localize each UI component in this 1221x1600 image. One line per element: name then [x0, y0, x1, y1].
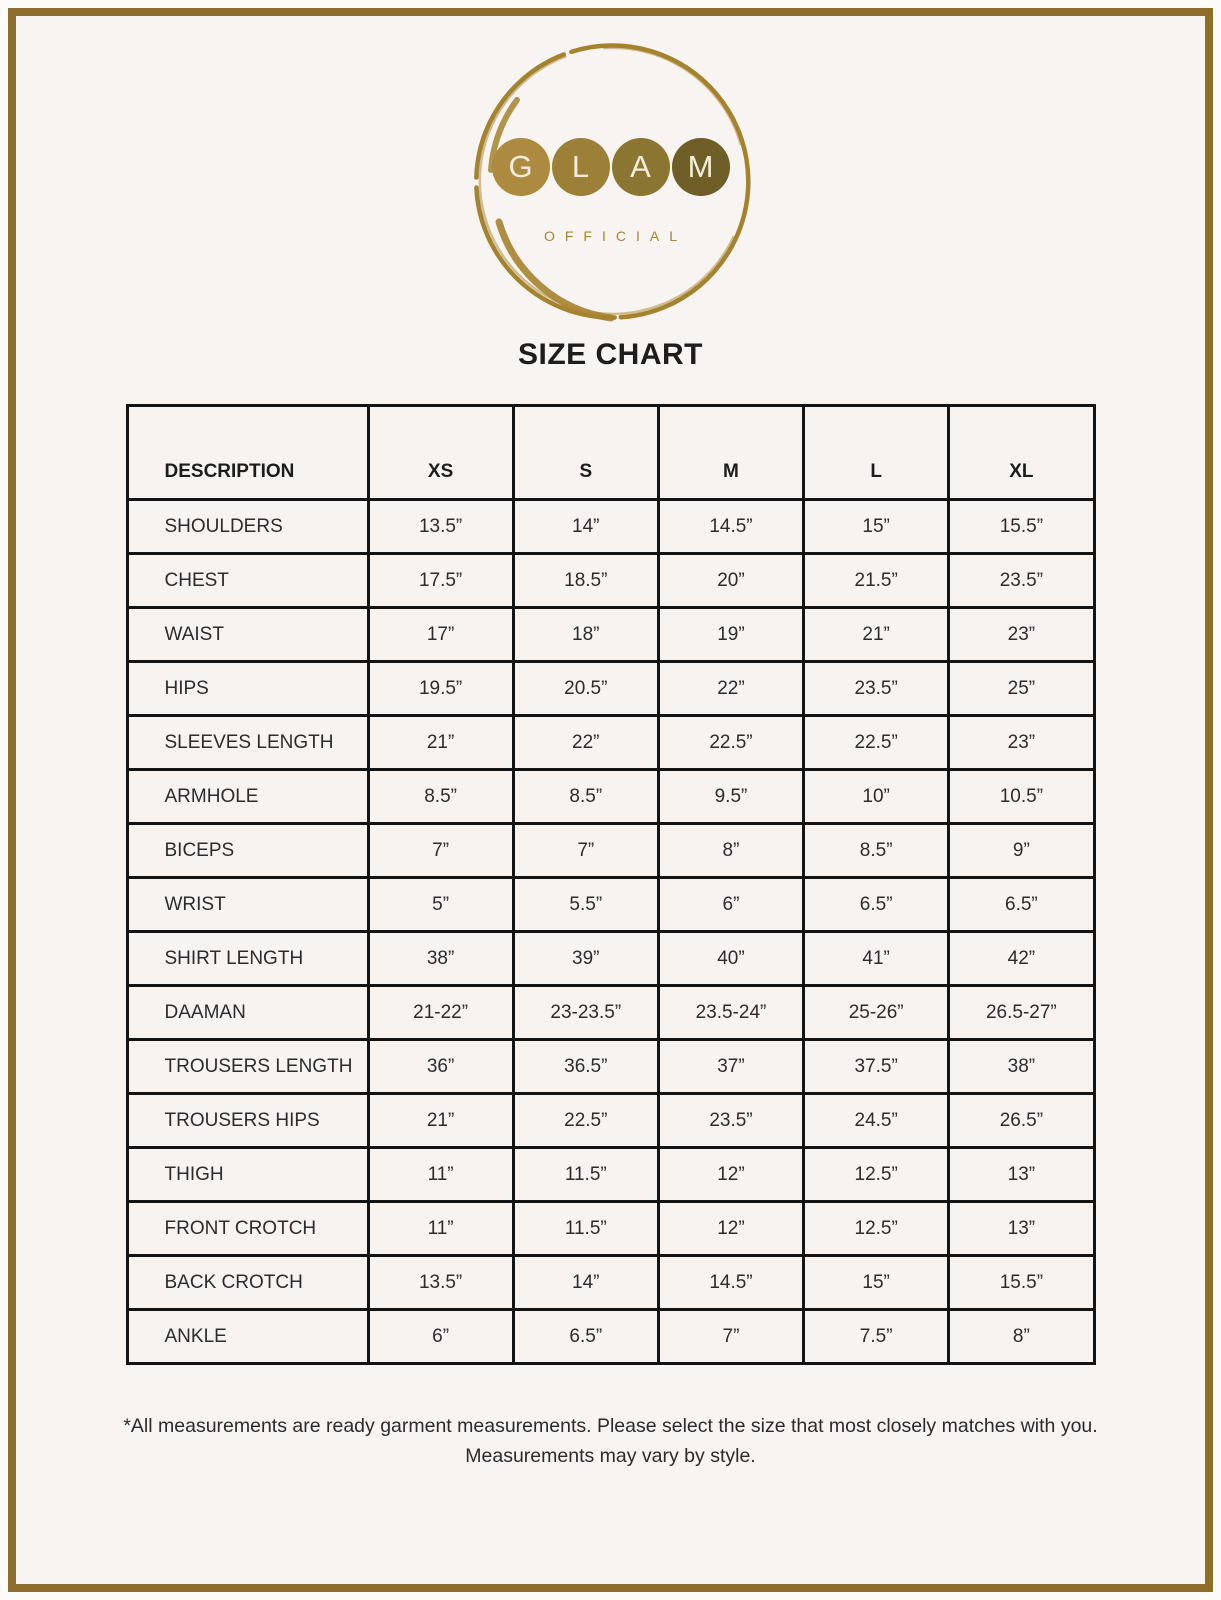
measurement-cell: 6”: [658, 878, 803, 932]
measurement-cell: 8.5”: [513, 770, 658, 824]
size-chart-table: [126, 404, 1096, 1365]
measurement-cell: 41”: [804, 932, 949, 986]
measurement-cell: 20”: [658, 554, 803, 608]
measurement-cell: 21”: [804, 608, 949, 662]
measurement-cell: 7”: [658, 1310, 803, 1364]
measurement-cell: 23.5”: [804, 662, 949, 716]
row-label: FRONT CROTCH: [127, 1202, 368, 1256]
measurement-cell: 20.5”: [513, 662, 658, 716]
row-label: WAIST: [127, 608, 368, 662]
measurement-cell: 23”: [949, 716, 1094, 770]
table-row: [127, 1310, 1094, 1364]
measurement-cell: 14”: [513, 1256, 658, 1310]
table-row: [127, 1094, 1094, 1148]
measurement-cell: 21-22”: [368, 986, 513, 1040]
measurement-cell: 22”: [513, 716, 658, 770]
column-header-xl: XL: [949, 406, 1094, 500]
row-label: THIGH: [127, 1148, 368, 1202]
measurement-cell: 18”: [513, 608, 658, 662]
measurement-cell: 36.5”: [513, 1040, 658, 1094]
column-header-m: M: [658, 406, 803, 500]
logo-letter-circle: L: [552, 138, 610, 196]
table-row: [127, 986, 1094, 1040]
measurement-cell: 21”: [368, 1094, 513, 1148]
measurement-cell: 24.5”: [804, 1094, 949, 1148]
logo-letter-circle: M: [672, 138, 730, 196]
measurement-cell: 36”: [368, 1040, 513, 1094]
measurement-cell: 7”: [513, 824, 658, 878]
table-row: [127, 500, 1094, 554]
measurement-cell: 22.5”: [513, 1094, 658, 1148]
measurement-cell: 9.5”: [658, 770, 803, 824]
row-label: ANKLE: [127, 1310, 368, 1364]
measurement-cell: 10”: [804, 770, 949, 824]
measurement-cell: 21.5”: [804, 554, 949, 608]
measurement-cell: 13”: [949, 1148, 1094, 1202]
row-label: BICEPS: [127, 824, 368, 878]
measurement-cell: 23-23.5”: [513, 986, 658, 1040]
measurement-cell: 6.5”: [804, 878, 949, 932]
row-label: DAAMAN: [127, 986, 368, 1040]
measurement-cell: 25”: [949, 662, 1094, 716]
measurement-cell: 11”: [368, 1148, 513, 1202]
row-label: WRIST: [127, 878, 368, 932]
measurement-cell: 22.5”: [658, 716, 803, 770]
measurement-cell: 14”: [513, 500, 658, 554]
logo-letter-circle: G: [492, 138, 550, 196]
measurement-cell: 11”: [368, 1202, 513, 1256]
row-label: SLEEVES LENGTH: [127, 716, 368, 770]
size-chart-page: [8, 8, 1213, 1592]
measurement-cell: 11.5”: [513, 1148, 658, 1202]
row-label: TROUSERS HIPS: [127, 1094, 368, 1148]
table-row: [127, 1256, 1094, 1310]
table-header-row: [127, 406, 1094, 500]
measurement-cell: 6”: [368, 1310, 513, 1364]
measurement-cell: 39”: [513, 932, 658, 986]
column-header-description: DESCRIPTION: [127, 406, 368, 500]
measurement-cell: 14.5”: [658, 1256, 803, 1310]
measurement-cell: 17”: [368, 608, 513, 662]
measurement-cell: 38”: [949, 1040, 1094, 1094]
footnote: [16, 1411, 1205, 1471]
measurement-cell: 19.5”: [368, 662, 513, 716]
measurement-cell: 13.5”: [368, 1256, 513, 1310]
measurement-cell: 15”: [804, 500, 949, 554]
table-row: [127, 608, 1094, 662]
measurement-cell: 6.5”: [513, 1310, 658, 1364]
measurement-cell: 10.5”: [949, 770, 1094, 824]
measurement-cell: 22”: [658, 662, 803, 716]
measurement-cell: 12”: [658, 1202, 803, 1256]
measurement-cell: 37.5”: [804, 1040, 949, 1094]
table-row: [127, 1148, 1094, 1202]
measurement-cell: 8”: [658, 824, 803, 878]
table-row: [127, 1040, 1094, 1094]
measurement-cell: 13”: [949, 1202, 1094, 1256]
column-header-xs: XS: [368, 406, 513, 500]
row-label: TROUSERS LENGTH: [127, 1040, 368, 1094]
measurement-cell: 18.5”: [513, 554, 658, 608]
measurement-cell: 9”: [949, 824, 1094, 878]
logo-subtitle: OFFICIAL: [543, 228, 687, 244]
table-row: [127, 554, 1094, 608]
measurement-cell: 17.5”: [368, 554, 513, 608]
measurement-cell: 15.5”: [949, 1256, 1094, 1310]
measurement-cell: 5”: [368, 878, 513, 932]
table-row: [127, 662, 1094, 716]
row-label: SHIRT LENGTH: [127, 932, 368, 986]
measurement-cell: 8.5”: [804, 824, 949, 878]
measurement-cell: 11.5”: [513, 1202, 658, 1256]
measurement-cell: 21”: [368, 716, 513, 770]
row-label: ARMHOLE: [127, 770, 368, 824]
row-label: HIPS: [127, 662, 368, 716]
table-row: [127, 932, 1094, 986]
measurement-cell: 5.5”: [513, 878, 658, 932]
measurement-cell: 7”: [368, 824, 513, 878]
measurement-cell: 23.5”: [658, 1094, 803, 1148]
measurement-cell: 40”: [658, 932, 803, 986]
measurement-cell: 42”: [949, 932, 1094, 986]
measurement-cell: 23.5”: [949, 554, 1094, 608]
table-row: [127, 770, 1094, 824]
measurement-cell: 26.5”: [949, 1094, 1094, 1148]
measurement-cell: 38”: [368, 932, 513, 986]
measurement-cell: 19”: [658, 608, 803, 662]
measurement-cell: 22.5”: [804, 716, 949, 770]
measurement-cell: 25-26”: [804, 986, 949, 1040]
measurement-cell: 37”: [658, 1040, 803, 1094]
measurement-cell: 23.5-24”: [658, 986, 803, 1040]
logo-letter-circles: [461, 138, 761, 196]
measurement-cell: 15”: [804, 1256, 949, 1310]
table-row: [127, 1202, 1094, 1256]
row-label: CHEST: [127, 554, 368, 608]
footnote-line-2: Measurements may vary by style.: [465, 1445, 756, 1468]
measurement-cell: 8.5”: [368, 770, 513, 824]
measurement-cell: 12”: [658, 1148, 803, 1202]
table-row: [127, 716, 1094, 770]
row-label: SHOULDERS: [127, 500, 368, 554]
logo-letter-circle: A: [612, 138, 670, 196]
measurement-cell: 13.5”: [368, 500, 513, 554]
measurement-cell: 15.5”: [949, 500, 1094, 554]
table-body: [127, 500, 1094, 1364]
brand-logo: [461, 30, 761, 330]
row-label: BACK CROTCH: [127, 1256, 368, 1310]
table-row: [127, 824, 1094, 878]
measurement-cell: 23”: [949, 608, 1094, 662]
column-header-l: L: [804, 406, 949, 500]
column-header-s: S: [513, 406, 658, 500]
measurement-cell: 8”: [949, 1310, 1094, 1364]
footnote-line-1: *All measurements are ready garment measurements. Please select the size that most closely matches with you.: [123, 1415, 1098, 1437]
measurement-cell: 7.5”: [804, 1310, 949, 1364]
measurement-cell: 12.5”: [804, 1148, 949, 1202]
table-row: [127, 878, 1094, 932]
page-title: SIZE CHART: [518, 338, 703, 371]
measurement-cell: 6.5”: [949, 878, 1094, 932]
measurement-cell: 12.5”: [804, 1202, 949, 1256]
measurement-cell: 26.5-27”: [949, 986, 1094, 1040]
measurement-cell: 14.5”: [658, 500, 803, 554]
